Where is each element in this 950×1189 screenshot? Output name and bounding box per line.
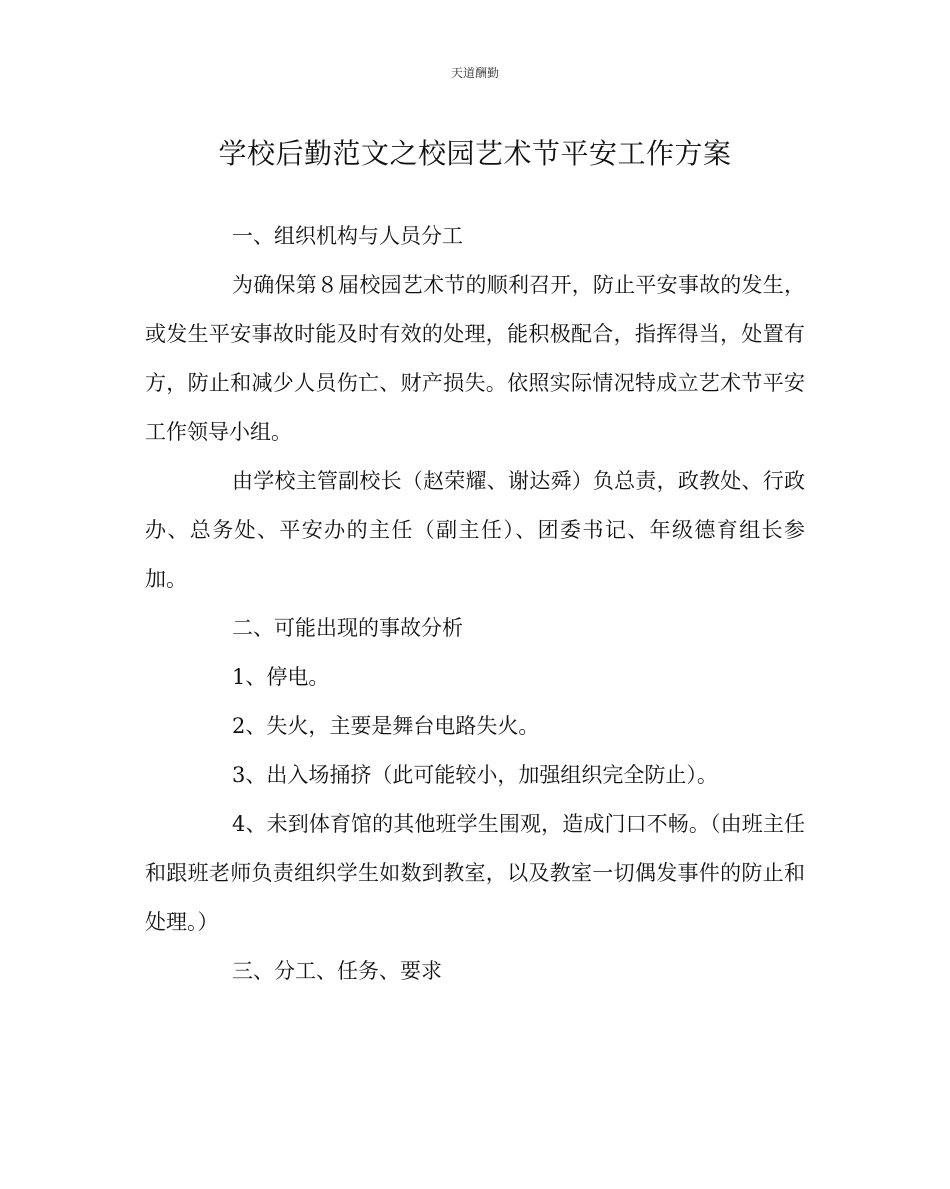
list-item-4: 4、未到体育馆的其他班学生围观，造成门口不畅。（由班主任和跟班老师负责组织学生如数到教室，以及教室一切偶发事件的防止和处理。）: [145, 812, 805, 934]
section-heading-1: 一、组织机构与人员分工: [232, 224, 463, 248]
page-header: 天道酬勤: [450, 66, 499, 80]
document-title: 学校后勤范文之校园艺术节平安工作方案: [218, 137, 732, 170]
list-item-3: 3、出入场捅挤（此可能较小，加强组织完全防止）。: [232, 763, 718, 787]
paragraph-leadership: 由学校主管副校长（赵荣耀、谢达舜）负总责，政教处、行政办、总务处、平安办的主任（副主任）、团委书记、年级德育组长参加。: [145, 469, 805, 591]
paragraph-purpose: 为确保第８届校园艺术节的顺利召开，防止平安事故的发生，或发生平安事故时能及时有效的处理，能积极配合，指挥得当，处置有方，防止和减少人员伤亡、财产损失。依照实际情况特成立艺术节平安工作领导小组。: [145, 273, 805, 444]
list-item-2: 2、失火，主要是舞台电路失火。: [232, 714, 540, 738]
list-item-1: 1、停电。: [232, 665, 330, 689]
section-heading-2: 二、可能出现的事故分析: [232, 616, 463, 640]
document-body: [145, 212, 805, 996]
section-heading-3: 三、分工、任务、要求: [232, 959, 442, 983]
